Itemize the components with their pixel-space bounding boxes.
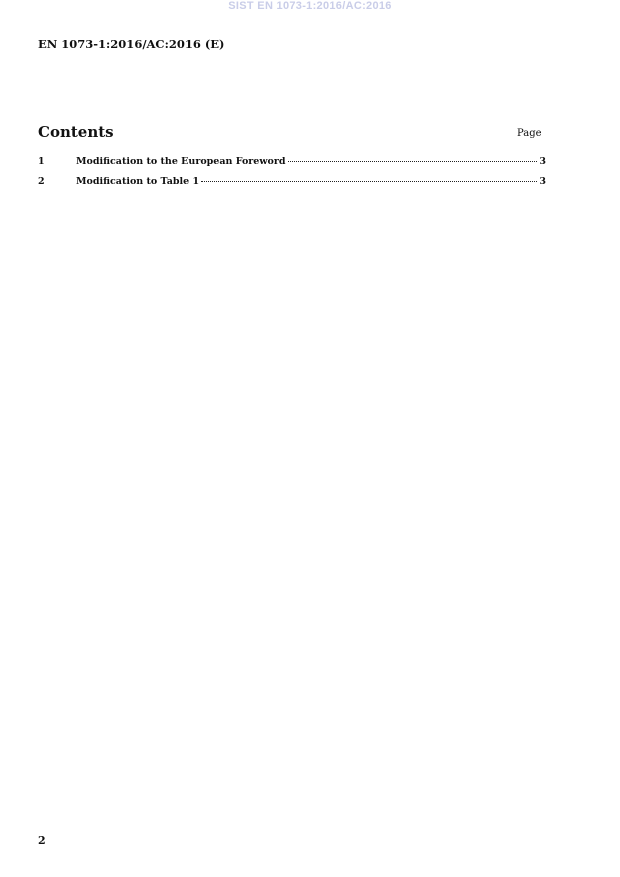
document-id: EN 1073-1:2016/AC:2016 (E) <box>38 37 225 51</box>
toc-entry-page[interactable]: 3 <box>539 176 546 187</box>
toc-entry-number: 2 <box>38 176 45 187</box>
table-of-contents <box>38 156 546 196</box>
page-number: 2 <box>38 834 46 847</box>
toc-entry[interactable] <box>38 156 546 176</box>
toc-dot-leader <box>288 160 538 162</box>
toc-entry-title[interactable]: Modification to Table 1 <box>76 176 200 187</box>
watermark-text: SIST EN 1073-1:2016/AC:2016 <box>228 0 392 12</box>
toc-entry-number: 1 <box>38 156 45 167</box>
toc-dot-leader <box>201 180 537 182</box>
toc-entry-title[interactable]: Modification to the European Foreword <box>76 156 286 167</box>
toc-entry-page[interactable]: 3 <box>539 156 546 167</box>
toc-entry[interactable] <box>38 176 546 196</box>
page-column-label: Page <box>517 128 542 139</box>
contents-heading: Contents <box>38 123 114 141</box>
